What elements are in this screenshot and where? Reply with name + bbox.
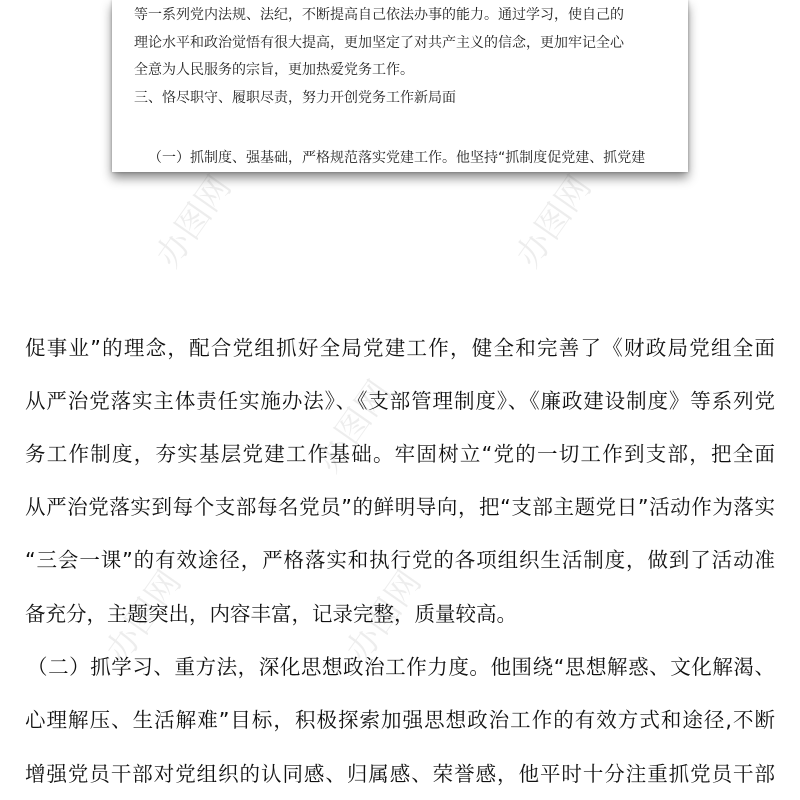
body-line: “三会一课”的有效途径，严格落实和执行党的各项组织生活制度，做到了活动准 xyxy=(25,548,775,572)
watermark: 办图网 xyxy=(338,563,430,670)
body-line: 促事业”的理念，配合党组抓好全局党建工作，健全和完善了《财政局党组全面 xyxy=(25,336,775,360)
body-line: 从严治党落实到每个支部每名党员”的鲜明导向，把“支部主题党日”活动作为落实 xyxy=(25,495,775,519)
body-line: 增强党员干部对党组织的认同感、归属感、荣誉感，他平时十分注重抓党员干部 xyxy=(25,762,775,786)
excerpt-heading: 三、恪尽职守、履职尽责，努力开创党务工作新局面 xyxy=(134,90,456,106)
watermark: 办图网 xyxy=(148,168,240,275)
excerpt-line: 等一系列党内法规、法纪，不断提高自己依法办事的能力。通过学习，使自己的 xyxy=(134,7,624,23)
watermark: 办图网 xyxy=(308,373,400,480)
body-section-heading: （二）抓学习、重方法，深化思想政治工作力度。他围绕“思想解惑、文化解渴、 xyxy=(27,655,775,679)
watermark: 办图网 xyxy=(508,168,600,275)
body-line: 备充分，主题突出，内容丰富，记录完整，质量较高。 xyxy=(25,602,517,626)
watermark: 办图网 xyxy=(98,563,190,670)
excerpt-line: 全意为人民服务的宗旨，更加热爱党务工作。 xyxy=(134,62,414,78)
body-line: 心理解压、生活解难”目标，积极探索加强思想政治工作的有效方式和途径,不断 xyxy=(25,708,775,732)
body-line: 务工作制度，夯实基层党建工作基础。牢固树立“党的一切工作到支部，把全面 xyxy=(25,442,775,466)
body-line: 从严治党落实主体责任实施办法》、《支部管理制度》、《廉政建设制度》等系列党 xyxy=(25,389,775,413)
excerpt-line: （一）抓制度、强基础，严格规范落实党建工作。他坚持“抓制度促党建、抓党建 xyxy=(148,150,646,166)
excerpt-line: 理论水平和政治觉悟有很大提高，更加坚定了对共产主义的信念，更加牢记全心 xyxy=(134,35,624,51)
document-excerpt-card xyxy=(112,0,688,172)
